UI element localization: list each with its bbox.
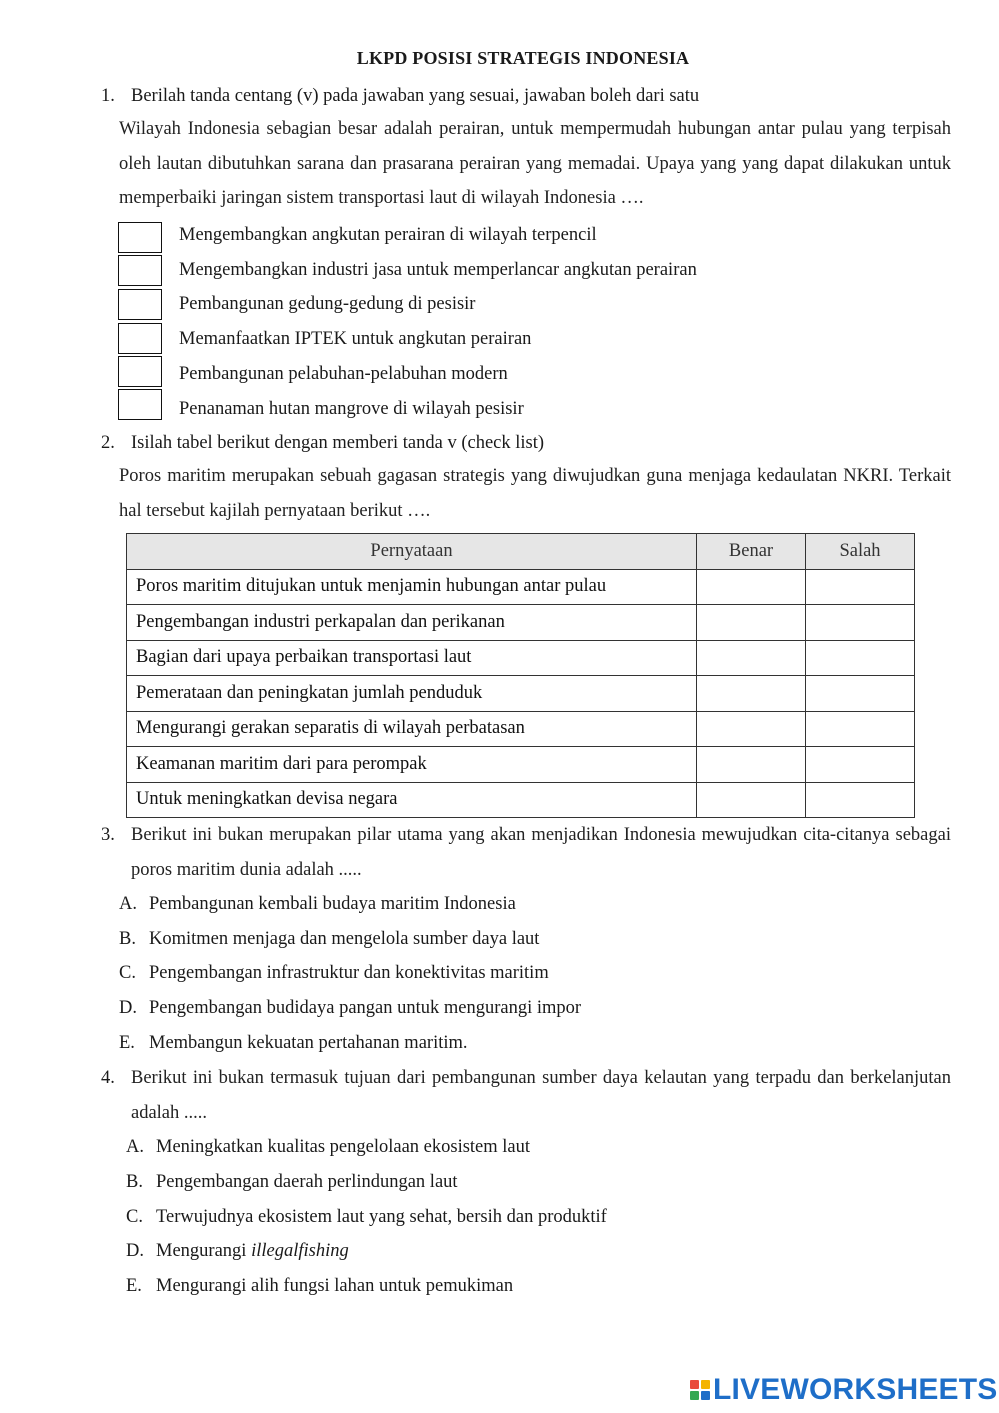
q3-option-b-letter: B. <box>119 929 136 949</box>
statement-table <box>126 533 915 818</box>
q4-option-e[interactable]: Mengurangi alih fungsi lahan untuk pemukiman <box>156 1276 514 1296</box>
table-row <box>127 640 915 676</box>
q3-option-e[interactable]: Membangun kekuatan pertahanan maritim. <box>149 1033 468 1053</box>
q4-option-b-letter: B. <box>126 1172 143 1192</box>
q1-checkbox-1[interactable] <box>118 222 162 253</box>
table-row <box>127 782 915 818</box>
q1-checkbox-4[interactable] <box>118 323 162 354</box>
salah-cell[interactable] <box>806 782 915 818</box>
q1-checkbox-2[interactable] <box>118 255 162 286</box>
q4-option-b[interactable]: Pengembangan daerah perlindungan laut <box>156 1172 458 1192</box>
logo-square <box>690 1380 699 1389</box>
salah-cell[interactable] <box>806 640 915 676</box>
q4-option-e-letter: E. <box>126 1276 142 1296</box>
q3-option-d[interactable]: Pengembangan budidaya pangan untuk mengurangi impor <box>149 998 582 1018</box>
q4-number: 4. <box>101 1068 115 1088</box>
q3-option-b[interactable]: Komitmen menjaga dan mengelola sumber daya laut <box>149 929 540 949</box>
table-row <box>127 747 915 783</box>
table-row <box>127 605 915 641</box>
q3-option-a[interactable]: Pembangunan kembali budaya maritim Indonesia <box>149 894 516 914</box>
liveworksheets-logo <box>690 1372 998 1408</box>
q1-option-3: Pembangunan gedung-gedung di pesisir <box>179 294 476 314</box>
table-header-row <box>127 534 915 570</box>
page-title: LKPD POSISI STRATEGIS INDONESIA <box>356 48 690 68</box>
benar-cell[interactable] <box>697 782 806 818</box>
salah-cell[interactable] <box>806 747 915 783</box>
benar-cell[interactable] <box>697 676 806 712</box>
q1-checkbox-6[interactable] <box>118 389 162 420</box>
header-benar: Benar <box>697 534 806 570</box>
q2-instruction: Isilah tabel berikut dengan memberi tanda v (check list) <box>131 433 545 453</box>
q2-number: 2. <box>101 433 115 453</box>
statement-text: Bagian dari upaya perbaikan transportasi laut <box>127 640 697 676</box>
benar-cell[interactable] <box>697 747 806 783</box>
logo-square <box>701 1380 710 1389</box>
q4-option-a-letter: A. <box>126 1137 144 1157</box>
q3-number: 3. <box>101 825 115 845</box>
salah-cell[interactable] <box>806 711 915 747</box>
statement-text: Keamanan maritim dari para perompak <box>127 747 697 783</box>
q4-option-d-text: Mengurangi <box>156 1241 252 1261</box>
salah-cell[interactable] <box>806 676 915 712</box>
statement-text: Mengurangi gerakan separatis di wilayah perbatasan <box>127 711 697 747</box>
q3-option-d-letter: D. <box>119 998 137 1018</box>
logo-grid-icon <box>690 1380 710 1400</box>
header-pernyataan: Pernyataan <box>127 534 697 570</box>
q4-question: Berikut ini bukan termasuk tujuan dari pembangunan sumber daya kelautan yang terpadu dan berkelanjutan adalah ..... <box>131 1068 951 1123</box>
q4-option-d-italic: illegalfishing <box>251 1241 349 1261</box>
q1-option-6: Penanaman hutan mangrove di wilayah pesisir <box>179 399 524 419</box>
q3-option-c-letter: C. <box>119 963 136 983</box>
logo-square <box>701 1391 710 1400</box>
benar-cell[interactable] <box>697 605 806 641</box>
benar-cell[interactable] <box>697 711 806 747</box>
logo-text: LIVEWORKSHEETS <box>713 1373 998 1406</box>
q1-passage: Wilayah Indonesia sebagian besar adalah perairan, untuk mempermudah hubungan antar pulau yang terpisah oleh lautan dibutuhkan sarana dan prasarana perairan yang memadai. Upaya yang yang dapat dilakukan untuk memperbaiki jaringan sistem transportasi laut di wilayah Indonesia …. <box>119 119 951 209</box>
q3-option-c[interactable]: Pengembangan infrastruktur dan konektivitas maritim <box>149 963 549 983</box>
q4-option-d[interactable] <box>156 1240 349 1262</box>
table-row <box>127 676 915 712</box>
statement-text: Poros maritim ditujukan untuk menjamin hubungan antar pulau <box>127 569 697 605</box>
benar-cell[interactable] <box>697 640 806 676</box>
q3-option-a-letter: A. <box>119 894 137 914</box>
q3-question: Berikut ini bukan merupakan pilar utama yang akan menjadikan Indonesia mewujudkan cita-citanya sebagai poros maritim dunia adalah ..... <box>131 825 951 880</box>
table-row <box>127 569 915 605</box>
statement-text: Pengembangan industri perkapalan dan perikanan <box>127 605 697 641</box>
header-salah: Salah <box>806 534 915 570</box>
salah-cell[interactable] <box>806 569 915 605</box>
q2-passage: Poros maritim merupakan sebuah gagasan strategis yang diwujudkan guna menjaga kedaulatan NKRI. Terkait hal tersebut kajilah pernyataan berikut …. <box>119 466 951 521</box>
q3-option-e-letter: E. <box>119 1033 135 1053</box>
salah-cell[interactable] <box>806 605 915 641</box>
statement-text: Pemerataan dan peningkatan jumlah penduduk <box>127 676 697 712</box>
q1-checkbox-3[interactable] <box>118 289 162 320</box>
q1-number: 1. <box>101 86 115 106</box>
q1-instruction: Berilah tanda centang (v) pada jawaban yang sesuai, jawaban boleh dari satu <box>131 86 700 106</box>
q1-checkbox-5[interactable] <box>118 356 162 387</box>
logo-square <box>690 1391 699 1400</box>
q1-option-1: Mengembangkan angkutan perairan di wilayah terpencil <box>179 225 597 245</box>
q4-option-c-letter: C. <box>126 1207 143 1227</box>
q1-option-4: Memanfaatkan IPTEK untuk angkutan perairan <box>179 329 532 349</box>
q4-option-d-letter: D. <box>126 1241 144 1261</box>
q4-option-a[interactable]: Meningkatkan kualitas pengelolaan ekosistem laut <box>156 1137 531 1157</box>
q1-option-5: Pembangunan pelabuhan-pelabuhan modern <box>179 364 508 384</box>
q4-option-c[interactable]: Terwujudnya ekosistem laut yang sehat, bersih dan produktif <box>156 1207 607 1227</box>
statement-text: Untuk meningkatkan devisa negara <box>127 782 697 818</box>
benar-cell[interactable] <box>697 569 806 605</box>
table-row <box>127 711 915 747</box>
q1-option-2: Mengembangkan industri jasa untuk memperlancar angkutan perairan <box>179 260 697 280</box>
